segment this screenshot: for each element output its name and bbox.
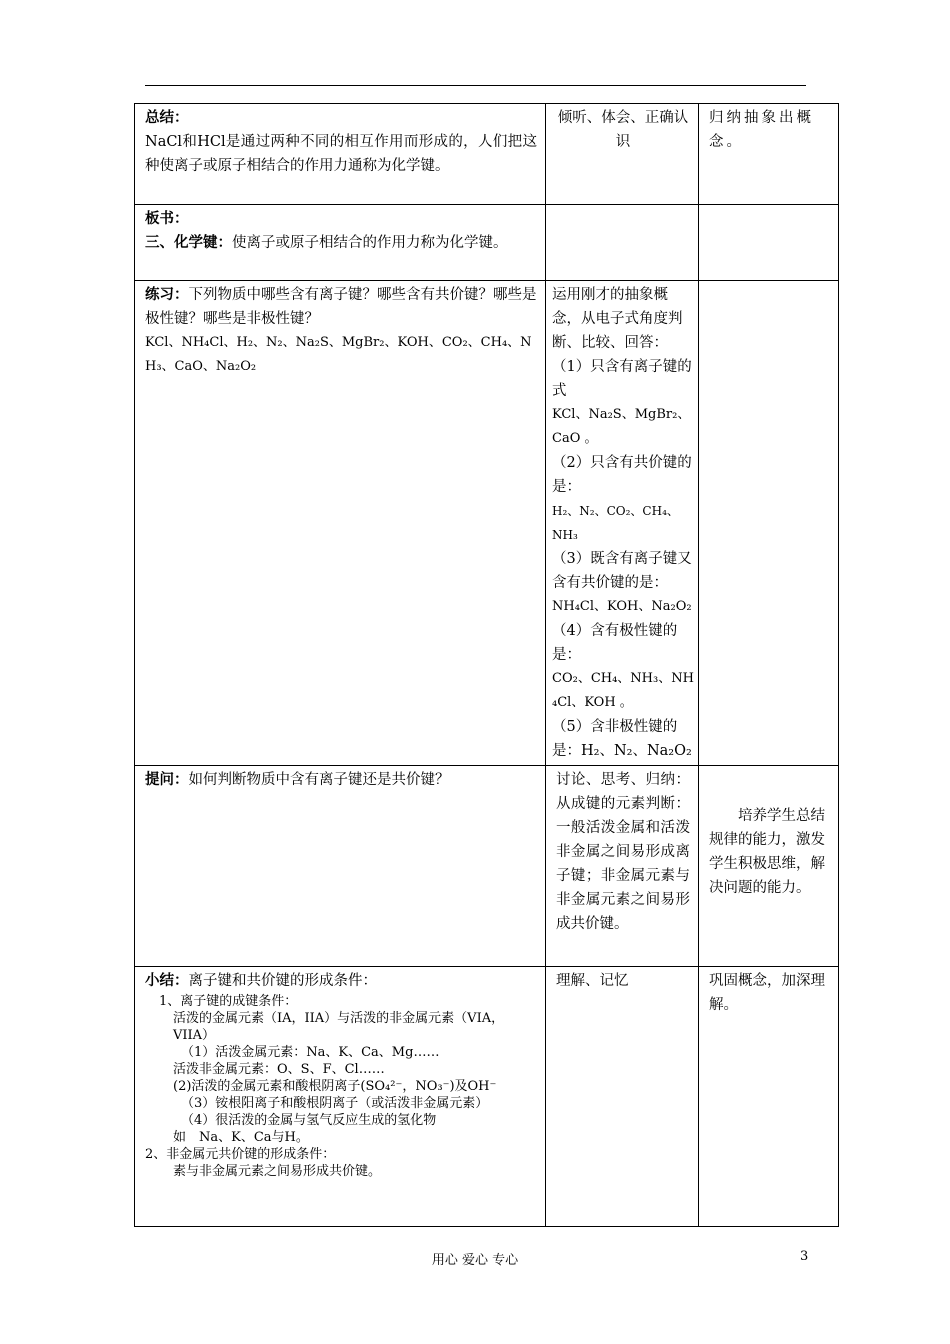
design-intent-cell (699, 766, 839, 967)
summary-line: 活泼的金属元素（IA，IIA）与活泼的非金属元素（VIA，VIIA） (173, 1011, 505, 1043)
table-row (135, 281, 839, 766)
teacher-activity-cell (135, 967, 546, 1227)
summary-line: （4）很活泼的金属与氢气反应生成的氢化物 (181, 1113, 437, 1128)
teacher-activity-cell (135, 766, 546, 967)
design-intent-text: 归纳抽象出概念。 (709, 110, 814, 150)
header-rule (145, 85, 806, 86)
footer-slogan: 用心 爱心 专心 (431, 1253, 519, 1268)
summary-line: 如 Na、K、Ca与H。 (173, 1130, 309, 1145)
student-activity-text: 倾听、体会、正确认识 (557, 110, 689, 150)
student-activity-cell (546, 967, 699, 1227)
summary-line: （3）铵根阳离子和酸根阴离子（或活泼非金属元素） (181, 1096, 489, 1111)
lesson-table (134, 103, 839, 1227)
answer-line: CO₂、CH₄、NH₃、NH₄Cl、KOH 。 (552, 671, 694, 710)
summary-line: 活泼非金属元素：O、S、F、Cl…… (173, 1062, 385, 1077)
student-activity-text: 讨论、思考、归纳：从成键的元素判断：一般活泼金属和活泼非金属之间易形成离子键；非金属元素与非金属元素之间易形成共价键。 (556, 772, 690, 932)
board-heading: 三、化学键： (145, 234, 232, 251)
board-definition: 使离子或原子相结合的作用力称为化学键。 (232, 235, 508, 251)
design-intent-text: 巩固概念，加深理解。 (709, 973, 825, 1013)
summary-intro: 离子键和共价键的形成条件： (188, 973, 377, 989)
answer-line: NH₄Cl、KOH、Na₂O₂ (552, 599, 692, 614)
summary-line: (2)活泼的金属元素和酸根阴离子(SO₄²⁻，NO₃⁻)及OH⁻ (173, 1079, 497, 1094)
student-activity-cell (546, 205, 699, 281)
exercise-question: 下列物质中哪些含有离子键？哪些含有共价键？哪些是极性键？哪些是非极性键？ (145, 287, 537, 327)
summary-line: 1、离子键的成键条件： (159, 994, 298, 1009)
section-text: NaCl和HCl是通过两种不同的相互作用而形成的，人们把这种使离子或原子相结合的作用力通称为化学键。 (145, 134, 537, 174)
teacher-activity-cell (135, 281, 546, 766)
table-row (135, 104, 839, 205)
summary-line: （1）活泼金属元素：Na、K、Ca、Mg…… (181, 1045, 440, 1060)
answer-line: （3）既含有离子键又含有共价键的是： (552, 551, 692, 591)
design-intent-cell (699, 281, 839, 766)
teacher-activity-cell (135, 205, 546, 281)
design-intent-cell (699, 104, 839, 205)
design-intent-cell (699, 967, 839, 1227)
section-title: 小结： (145, 972, 189, 989)
design-intent-cell (699, 205, 839, 281)
answer-line: （4）含有极性键的是： (552, 623, 678, 663)
student-activity-cell (546, 104, 699, 205)
section-title: 板书： (145, 210, 189, 227)
section-title: 总结： (145, 109, 189, 126)
table-row (135, 766, 839, 967)
question-text: 如何判断物质中含有离子键还是共价键？ (188, 772, 450, 788)
section-title: 提问： (145, 771, 189, 788)
answer-line: 运用刚才的抽象概念，从电子式角度判断、比较、回答： (552, 287, 683, 351)
table-row (135, 967, 839, 1227)
answer-line: （1）只含有离子键的式 (552, 359, 692, 399)
answer-line: H₂、N₂、CO₂、CH₄、NH₃ (552, 504, 679, 542)
student-activity-cell (546, 766, 699, 967)
summary-line: 素与非金属元素之间易形成共价键。 (173, 1164, 382, 1179)
page-number: 3 (800, 1249, 809, 1264)
summary-line: 2、非金属元共价键的形成条件： (145, 1147, 336, 1162)
answer-line: （2）只含有共价键的是： (552, 455, 692, 495)
answer-line: KCl、Na₂S、MgBr₂、CaO 。 (552, 407, 691, 446)
table-row (135, 205, 839, 281)
student-activity-text: 理解、记忆 (556, 973, 629, 989)
student-activity-cell (546, 281, 699, 766)
formula-list: KCl、NH₄Cl、H₂、N₂、Na₂S、MgBr₂、KOH、CO₂、CH₄、NH₃、CaO、Na₂O₂ (145, 335, 532, 374)
answer-line: （5）含非极性键的是：H₂、N₂、Na₂O₂ (552, 719, 692, 759)
section-title: 练习： (145, 286, 189, 303)
teacher-activity-cell (135, 104, 546, 205)
design-intent-text: 培养学生总结规律的能力，激发学生积极思维，解决问题的能力。 (709, 808, 825, 896)
